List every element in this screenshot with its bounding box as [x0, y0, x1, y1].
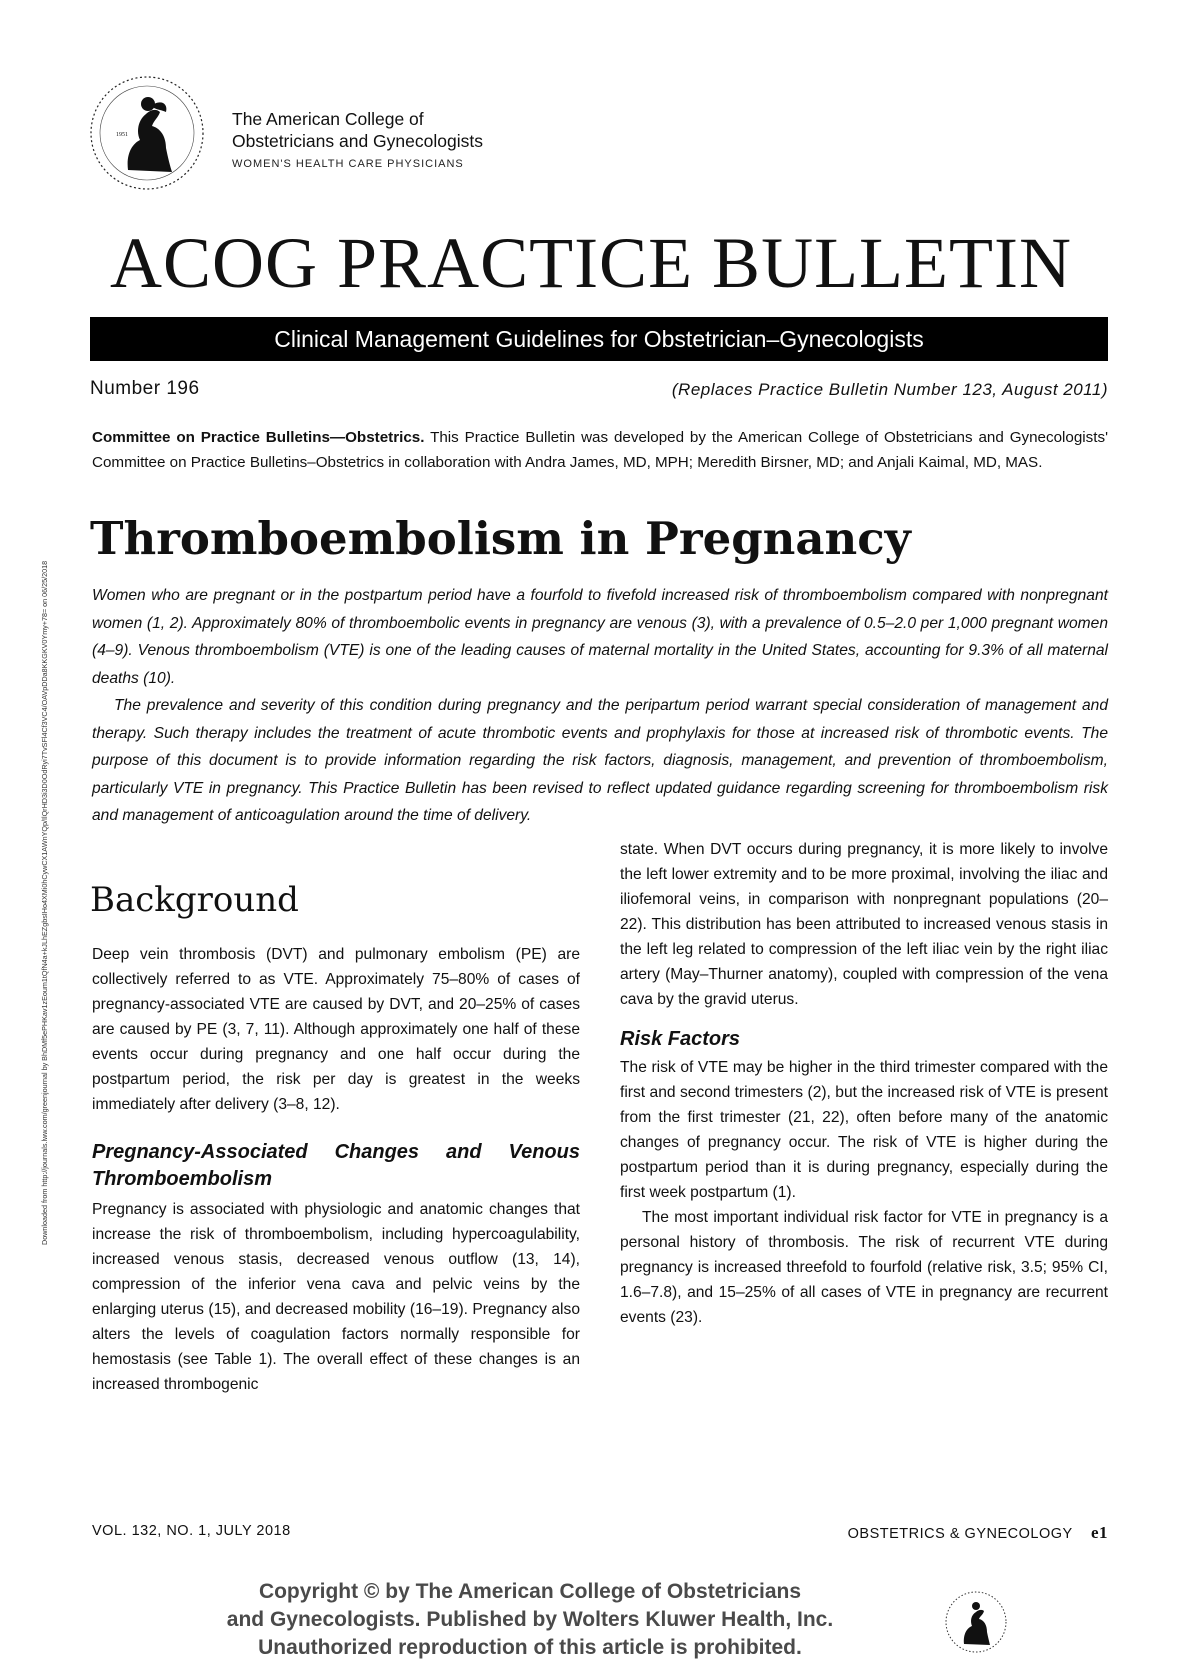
guidelines-banner: Clinical Management Guidelines for Obstetrician–Gynecologists — [90, 317, 1108, 361]
pregnancy-changes-subheading: Pregnancy-Associated Changes and Venous Thromboembolism — [92, 1141, 580, 1190]
masthead-title: ACOG PRACTICE BULLETIN — [110, 223, 1072, 303]
committee-statement — [92, 426, 1108, 475]
download-side-note: Downloaded from http://journals.lww.com/greenjournal by BhDMf5ePHKav1zEoum1tQfN4a+kJLhEZgbsIHo4XMi0hCywCX1AWnYQp/IlQrHD3i3D0OdRyi7TvSFl4Cf3VC4/OAVpDDa8KKGKV0Ymy+78= on 06/25/2018 — [40, 560, 49, 1245]
organization-tagline: WOMEN'S HEALTH CARE PHYSICIANS — [232, 158, 464, 170]
bulletin-number: Number 196 — [90, 378, 200, 399]
copyright-line-1: Copyright © by The American College of Obstetricians — [258, 1580, 802, 1603]
footer-page-number: e1 — [1090, 1523, 1108, 1542]
acog-seal-logo — [88, 74, 206, 192]
committee-text: This Practice Bulletin was developed by the American College of Obstetricians and Gynecologists' Committee on Practice Bulletins–Obstetrics in collaboration with Andra James, MD, MPH; Meredith Birsner, MD; and Anjali Kaimal, MD, MAS. — [92, 429, 1108, 471]
background-paragraph-1: Deep vein thrombosis (DVT) and pulmonary embolism (PE) are collectively referred to as VTE. Approximately 75–80% of cases of pregnancy-associated VTE are caused by DVT, and 20–25% of cases are caused by PE (3, 7, 11). Although approximately one half of these events occur during pregnancy and one half occur during the postpartum period, the risk per day is greatest in the weeks immediately after delivery (3–8, 12). — [92, 946, 580, 1113]
svg-text:1951: 1951 — [116, 132, 128, 138]
copyright-line-3: Unauthorized reproduction of this article is prohibited. — [258, 1636, 802, 1659]
abstract — [92, 582, 1108, 830]
risk-factors-paragraph-2: The most important individual risk factor for VTE in pregnancy is a personal history of thrombosis. The risk of recurrent VTE during pregnancy is increased threefold to fourfold (relative risk, 3.5; 95% CI, 1.6–7.8), and 15–25% of all cases of VTE in pregnancy are recurrent events (23). — [620, 1209, 1108, 1326]
copyright-notice — [180, 1578, 880, 1662]
left-column — [92, 942, 580, 1397]
footer-journal — [848, 1523, 1108, 1543]
footer-journal-name: OBSTETRICS & GYNECOLOGY — [847, 1526, 1073, 1542]
copyright-line-2: and Gynecologists. Published by Wolters Kluwer Health, Inc. — [226, 1608, 834, 1631]
org-name-line-1: The American College of — [232, 109, 424, 129]
org-name-line-2: Obstetricians and Gynecologists — [232, 131, 483, 151]
abstract-paragraph-2: The prevalence and severity of this condition during pregnancy and the peripartum period warrant special consideration of management and therapy. Such therapy includes the treatment of acute thrombotic events and prophylaxis for those at increased risk of thrombotic events. The purpose of this document is to provide information regarding the risk factors, diagnosis, management, and prevention of thromboembolism, particularly VTE in pregnancy. This Practice Bulletin has been revised to reflect updated guidance regarding screening for thromboembolism risk and management of anticoagulation around the time of delivery. — [92, 697, 1108, 824]
right-paragraph-1: state. When DVT occurs during pregnancy, it is more likely to involve the left lower extremity and to be more proximal, involving the iliac and iliofemoral veins, in comparison with nonpregnant populations (20–22). This distribution has been attributed to increased venous stasis in the left leg related to compression of the left iliac vein by the right iliac artery (May–Thurner anatomy), coupled with compression of the vena cava by the gravid uterus. — [620, 841, 1108, 1008]
risk-factors-paragraph-1: The risk of VTE may be higher in the third trimester compared with the first and second trimesters (2), but the increased risk of VTE is present from the first trimester (21, 22), often before many of the anatomic changes of pregnancy occur. The risk of VTE is higher during the postpartum period than it is during pregnancy, especially during the first week postpartum (1). — [620, 1059, 1108, 1201]
committee-label: Committee on Practice Bulletins—Obstetrics. — [92, 429, 425, 446]
abstract-paragraph-1: Women who are pregnant or in the postpartum period have a fourfold to fivefold increased risk of thromboembolism compared with nonpregnant women (1, 2). Approximately 80% of thromboembolic events in pregnancy are venous (3), with a prevalence of 0.5–2.0 per 1,000 pregnant women (4–9). Venous thromboembolism (VTE) is one of the leading causes of maternal mortality in the United States, accounting for 9.3% of all maternal deaths (10). — [92, 587, 1108, 687]
risk-factors-subheading: Risk Factors — [620, 1028, 741, 1050]
organization-name — [232, 108, 483, 152]
article-title: Thromboembolism in Pregnancy — [90, 512, 911, 565]
background-paragraph-2: Pregnancy is associated with physiologic and anatomic changes that increase the risk of thromboembolism, including hypercoagulability, increased venous stasis, decreased venous outflow (13, 14), compression of the inferior vena cava and pelvic veins by the enlarging uterus (15), and decreased mobility (16–19). Pregnancy also alters the levels of coagulation factors normally responsible for hemostasis (see Table 1). The overall effect of these changes is an increased thrombogenic — [92, 1201, 580, 1393]
acog-seal-small-logo — [944, 1590, 1008, 1654]
footer-volume: VOL. 132, NO. 1, JULY 2018 — [92, 1523, 291, 1539]
replaces-note: (Replaces Practice Bulletin Number 123, August 2011) — [671, 380, 1108, 399]
background-heading: Background — [90, 880, 299, 920]
right-column — [620, 837, 1108, 1330]
